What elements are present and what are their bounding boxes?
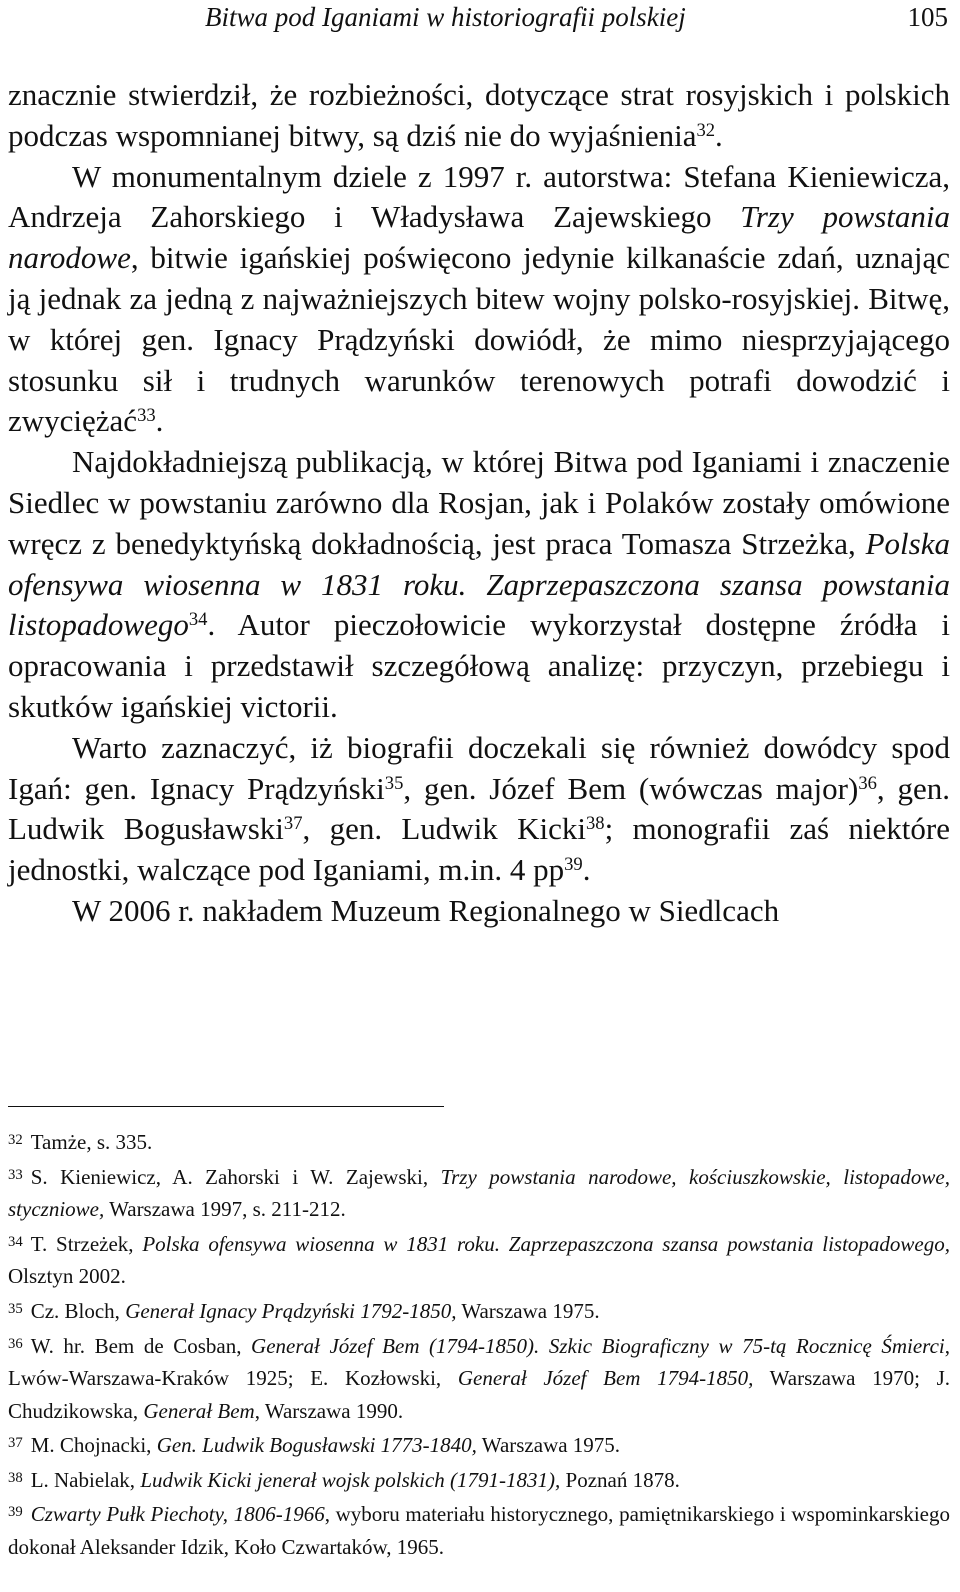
- footnote: [8, 1427, 950, 1462]
- footnote: [8, 1328, 950, 1428]
- text-run: Najdokładniejszą publikacją, w której Bitwa pod Iganiami i znaczenie Siedlec w powstaniu zarówno dla Rosjan, jak i Polaków zostały omówione wręcz z benedyktyńską dokładnością, jest praca Tomasza Strzeżka,: [8, 444, 950, 561]
- italic-title: Generał Józef Bem (1794-1850). Szkic Biograficzny w 75-tą Rocznicę Śmierci: [251, 1333, 945, 1358]
- footnote-ref: 33: [137, 405, 156, 427]
- text-run: Poznań 1878.: [560, 1467, 680, 1492]
- text-run: T. Strzeżek,: [30, 1231, 143, 1256]
- text-run: .: [155, 403, 164, 439]
- footnote-ref: 36: [858, 772, 877, 794]
- text-run: M. Chojnacki,: [30, 1433, 157, 1458]
- footnote: [8, 1293, 950, 1328]
- paragraph: [8, 75, 950, 157]
- text-run: , wyboru materiału historycznego, pamiętnikarskiego i wspominkarskiego dokonał Aleksander Idzik, Koło Czwartaków, 1965.: [8, 1502, 950, 1560]
- text-run: S. Kieniewicz, A. Zahorski i W. Zajewski,: [30, 1164, 441, 1189]
- text-run: Warto zaznaczyć, iż biografii doczekali się również dowódcy spod Igań: gen. Ignacy Prądzyński: [8, 729, 950, 806]
- footnote-number: 32: [8, 1132, 23, 1148]
- paragraph: [8, 442, 950, 728]
- italic-title: Trzy powstania narodowe, kościuszkowskie, listopadowe, styczniowe,: [8, 1164, 950, 1222]
- footnote: [8, 1124, 950, 1159]
- italic-title: Trzy powstania narodowe: [8, 199, 950, 276]
- text-run: , gen. Józef Bem (wówczas major): [403, 770, 859, 806]
- footnote-number: 35: [8, 1300, 23, 1317]
- text-run: Warszawa 1975.: [476, 1433, 621, 1458]
- italic-title: Gen. Ludwik Bogusławski 1773-1840,: [156, 1433, 477, 1458]
- italic-title: Ludwik Kicki jenerał wojsk polskich (1791-1831),: [140, 1467, 561, 1492]
- paragraph: [8, 157, 950, 443]
- footnote-ref: 38: [585, 813, 605, 835]
- text-run: , Lwów-Warszawa-Kraków 1925; E. Kozłowski,: [8, 1333, 950, 1391]
- text-run: , bitwie igańskiej poświęcono jedynie kilkanaście zdań, uznając ją jednak za jedną z najważniejszych bitew wojny polsko-rosyjskiej. Bitwę, w której gen. Ignacy Prądzyński dowiódł, że mimo niesprzyjającego stosunku sił i trudnych warunków terenowych potrafi dowodzić i zwyciężać: [8, 240, 950, 439]
- text-run: , gen. Ludwik Bogusławski: [8, 770, 950, 847]
- footnotes: [8, 1124, 950, 1564]
- footnote-ref: 37: [283, 813, 303, 835]
- footnote: [8, 1496, 950, 1563]
- text-run: .: [715, 117, 723, 153]
- italic-title: Generał Bem: [143, 1398, 255, 1423]
- paragraph: [8, 891, 950, 932]
- footnote-number: 36: [8, 1335, 23, 1352]
- footnote-number: 39: [8, 1504, 23, 1521]
- italic-title: Polska ofensywa wiosenna w 1831 roku. Zaprzepaszczona szansa powstania listopadowego: [8, 525, 950, 643]
- text-run: Warszawa 1997, s. 211-212.: [104, 1197, 346, 1222]
- text-run: Cz. Bloch,: [30, 1299, 126, 1324]
- text-run: , gen. Ludwik Kicki: [302, 811, 586, 847]
- italic-title: Generał Ignacy Prądzyński 1792-1850,: [125, 1299, 457, 1324]
- footnote: [8, 1462, 950, 1497]
- text-run: , Warszawa 1990.: [254, 1398, 404, 1423]
- body-text: [8, 75, 950, 932]
- footnote-number: 37: [8, 1435, 23, 1452]
- text-run: Olsztyn 2002.: [8, 1264, 126, 1289]
- footnote-ref: 32: [696, 119, 716, 141]
- footnote-number: 38: [8, 1469, 23, 1486]
- text-run: W. hr. Bem de Cosban,: [30, 1333, 252, 1358]
- italic-title: Polska ofensywa wiosenna w 1831 roku. Zaprzepaszczona szansa powstania listopadowego,: [142, 1231, 950, 1256]
- page-number: 105: [907, 2, 948, 32]
- footnote: [8, 1226, 950, 1293]
- text-run: Warszawa 1975.: [456, 1299, 600, 1324]
- text-run: . Autor pieczołowicie wykorzystał dostępne źródła i opracowania i przedstawił szczegółową analizę: przyczyn, przebiegu i skutków igańskiej victorii.: [8, 607, 950, 724]
- text-run: W 2006 r. nakładem Muzeum Regionalnego w Siedlcach: [72, 892, 780, 928]
- footnote-number: 33: [8, 1166, 23, 1183]
- footnote-number: 34: [8, 1233, 23, 1250]
- text-run: znacznie stwierdził, że rozbieżności, dotyczące strat rosyjskich i polskich podczas wspomnianej bitwy, są dziś nie do wyjaśnienia: [8, 77, 950, 153]
- text-run: W monumentalnym dziele z 1997 r. autorstwa: Stefana Kieniewicza, Andrzeja Zahorskiego i Władysława Zajewskiego: [8, 158, 950, 235]
- paragraph: [8, 728, 950, 891]
- footnote: [8, 1159, 950, 1226]
- footnote-ref: 34: [188, 609, 208, 631]
- italic-title: Generał Józef Bem 1794-1850,: [457, 1366, 754, 1391]
- running-title: Bitwa pod Iganiami w historiografii polskiej: [205, 2, 686, 32]
- text-run: ; monografii zaś niektóre jednostki, walczące pod Iganiami, m.in. 4 pp: [8, 811, 950, 888]
- running-header: [0, 0, 960, 44]
- footnote-separator: [8, 1106, 444, 1107]
- italic-title: Czwarty Pułk Piechoty, 1806-1966: [30, 1502, 325, 1527]
- text-run: .: [582, 852, 591, 888]
- footnote-ref: 35: [384, 772, 404, 794]
- text-run: L. Nabielak,: [30, 1467, 141, 1492]
- text-run: Warszawa 1970; J. Chudzikowska,: [8, 1366, 950, 1423]
- footnote-ref: 39: [564, 853, 583, 875]
- text-run: Tamże, s. 335.: [30, 1130, 153, 1155]
